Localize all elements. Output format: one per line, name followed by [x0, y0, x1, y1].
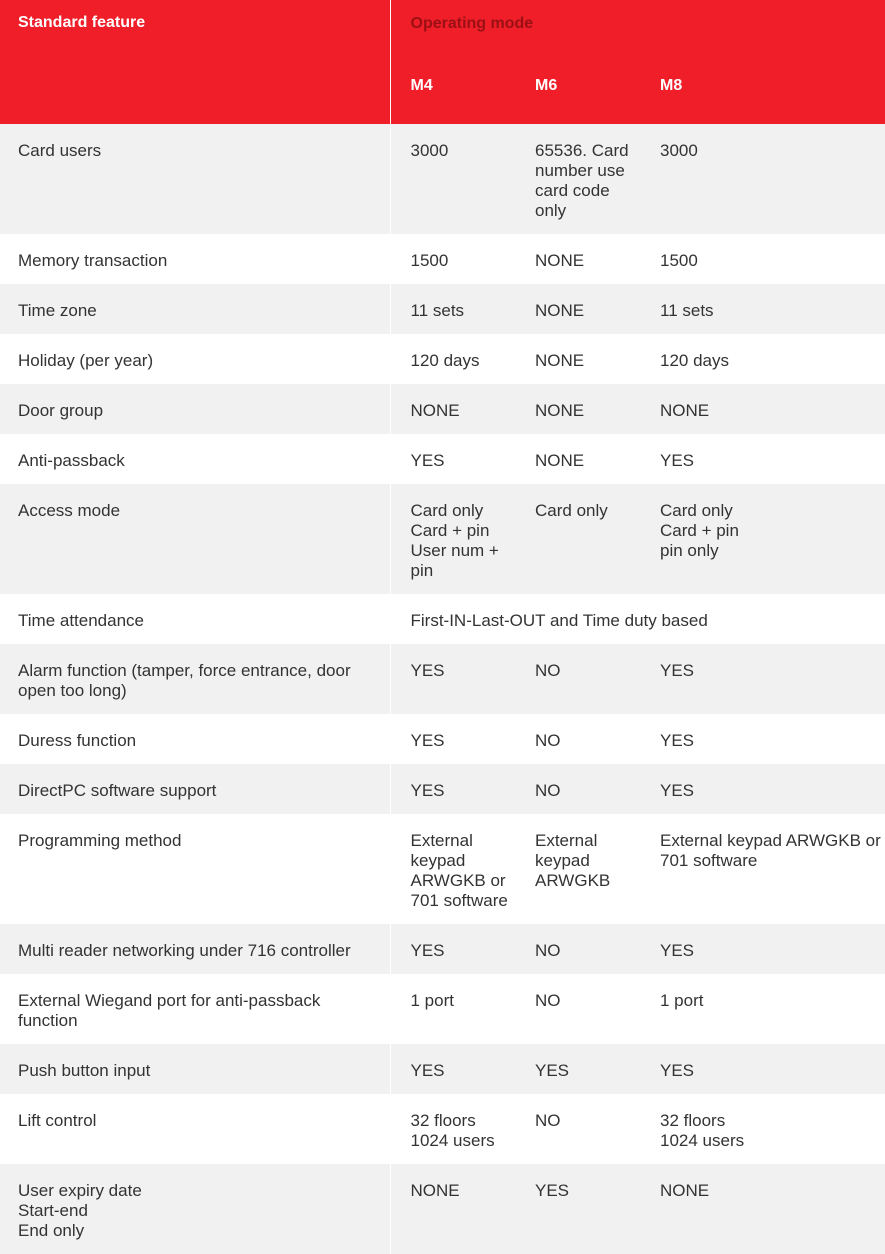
cell-m8: 1 port	[640, 974, 885, 1044]
cell-m6: YES	[515, 1044, 640, 1094]
cell-m8: YES	[640, 1044, 885, 1094]
table-row	[0, 434, 885, 484]
cell-m4: 1500	[390, 234, 515, 284]
cell-m4: 3000	[390, 124, 515, 234]
cell-line: Start-end	[18, 1201, 88, 1220]
table-row	[0, 594, 885, 644]
table-row	[0, 1094, 885, 1164]
row-feature-memory-transaction: Memory transaction	[0, 234, 390, 284]
cell-m4	[390, 484, 515, 594]
header-mode-m6: M6	[515, 62, 640, 124]
cell-m8: External keypad ARWGKB or 701 software	[640, 814, 885, 924]
cell-m6: NO	[515, 1094, 640, 1164]
cell-m8	[640, 1094, 885, 1164]
row-feature-door-group: Door group	[0, 384, 390, 434]
table-row	[0, 384, 885, 434]
cell-m6: NONE	[515, 384, 640, 434]
cell-m8: 3000	[640, 124, 885, 234]
cell-m6: NONE	[515, 334, 640, 384]
cell-m4: YES	[390, 764, 515, 814]
cell-m4: 120 days	[390, 334, 515, 384]
cell-m4: NONE	[390, 1164, 515, 1254]
cell-line: pin only	[660, 541, 719, 560]
row-feature-card-users: Card users	[0, 124, 390, 234]
table-row	[0, 644, 885, 714]
cell-m8: YES	[640, 434, 885, 484]
cell-m6: NO	[515, 924, 640, 974]
cell-m6: NO	[515, 974, 640, 1044]
table-row	[0, 764, 885, 814]
cell-m6: NONE	[515, 284, 640, 334]
cell-m8: NONE	[640, 1164, 885, 1254]
row-feature-anti-passback: Anti-passback	[0, 434, 390, 484]
cell-m8: YES	[640, 714, 885, 764]
cell-line: 1024 users	[660, 1131, 745, 1150]
row-feature-duress-function: Duress function	[0, 714, 390, 764]
cell-m8: 1500	[640, 234, 885, 284]
table-row	[0, 974, 885, 1044]
cell-m6: NONE	[515, 234, 640, 284]
cell-m4: External keypad ARWGKB or 701 software	[390, 814, 515, 924]
cell-m8: 120 days	[640, 334, 885, 384]
row-feature-holiday: Holiday (per year)	[0, 334, 390, 384]
cell-m6: Card only	[515, 484, 640, 594]
cell-m4: YES	[390, 644, 515, 714]
table-row	[0, 714, 885, 764]
cell-line: User expiry date	[18, 1181, 142, 1200]
table-row	[0, 814, 885, 924]
header-operating-mode: Operating mode	[390, 0, 885, 62]
cell-line: 1024 users	[410, 1131, 495, 1150]
header-mode-m4: M4	[390, 62, 515, 124]
cell-all-modes: First-IN-Last-OUT and Time duty based	[390, 594, 885, 644]
cell-line: Card + pin	[410, 521, 490, 540]
cell-line: User num + pin	[410, 541, 499, 580]
cell-m6: YES	[515, 1164, 640, 1254]
row-feature-access-mode: Access mode	[0, 484, 390, 594]
cell-m6: NONE	[515, 434, 640, 484]
cell-m4: NONE	[390, 384, 515, 434]
table-header-row	[0, 0, 885, 62]
cell-m4: YES	[390, 434, 515, 484]
table-row	[0, 924, 885, 974]
cell-m6: External keypad ARWGKB	[515, 814, 640, 924]
cell-m8: YES	[640, 644, 885, 714]
cell-line: 32 floors	[410, 1111, 476, 1130]
header-mode-m8: M8	[640, 62, 885, 124]
row-feature-push-button-input: Push button input	[0, 1044, 390, 1094]
cell-line: Card only	[660, 501, 733, 520]
cell-m4: YES	[390, 1044, 515, 1094]
cell-m6: NO	[515, 644, 640, 714]
table-row	[0, 234, 885, 284]
cell-line: Card + pin	[660, 521, 739, 540]
cell-m4: 11 sets	[390, 284, 515, 334]
row-feature-external-wiegand-port: External Wiegand port for anti-passback function	[0, 974, 390, 1044]
row-feature-multi-reader-networking: Multi reader networking under 716 controller	[0, 924, 390, 974]
cell-m8: YES	[640, 924, 885, 974]
row-feature-programming-method: Programming method	[0, 814, 390, 924]
cell-m4: 1 port	[390, 974, 515, 1044]
cell-line: Card only	[410, 501, 484, 520]
row-feature-lift-control: Lift control	[0, 1094, 390, 1164]
row-feature-directpc-support: DirectPC software support	[0, 764, 390, 814]
table-row	[0, 334, 885, 384]
cell-m8: YES	[640, 764, 885, 814]
cell-line: End only	[18, 1221, 85, 1240]
cell-m8: 11 sets	[640, 284, 885, 334]
row-feature-user-expiry-date	[0, 1164, 390, 1254]
table-row	[0, 284, 885, 334]
cell-line: 32 floors	[660, 1111, 726, 1130]
cell-m4: YES	[390, 924, 515, 974]
header-standard-feature: Standard feature	[0, 0, 390, 124]
row-feature-time-zone: Time zone	[0, 284, 390, 334]
cell-m8: NONE	[640, 384, 885, 434]
row-feature-time-attendance: Time attendance	[0, 594, 390, 644]
row-feature-alarm-function: Alarm function (tamper, force entrance, door open too long)	[0, 644, 390, 714]
cell-m6: NO	[515, 764, 640, 814]
cell-m4	[390, 1094, 515, 1164]
cell-m6: NO	[515, 714, 640, 764]
cell-m4: YES	[390, 714, 515, 764]
table-row	[0, 124, 885, 234]
table-row	[0, 484, 885, 594]
cell-m6: 65536. Card number use card code only	[515, 124, 640, 234]
cell-m8	[640, 484, 885, 594]
table-row	[0, 1044, 885, 1094]
table-row	[0, 1164, 885, 1254]
